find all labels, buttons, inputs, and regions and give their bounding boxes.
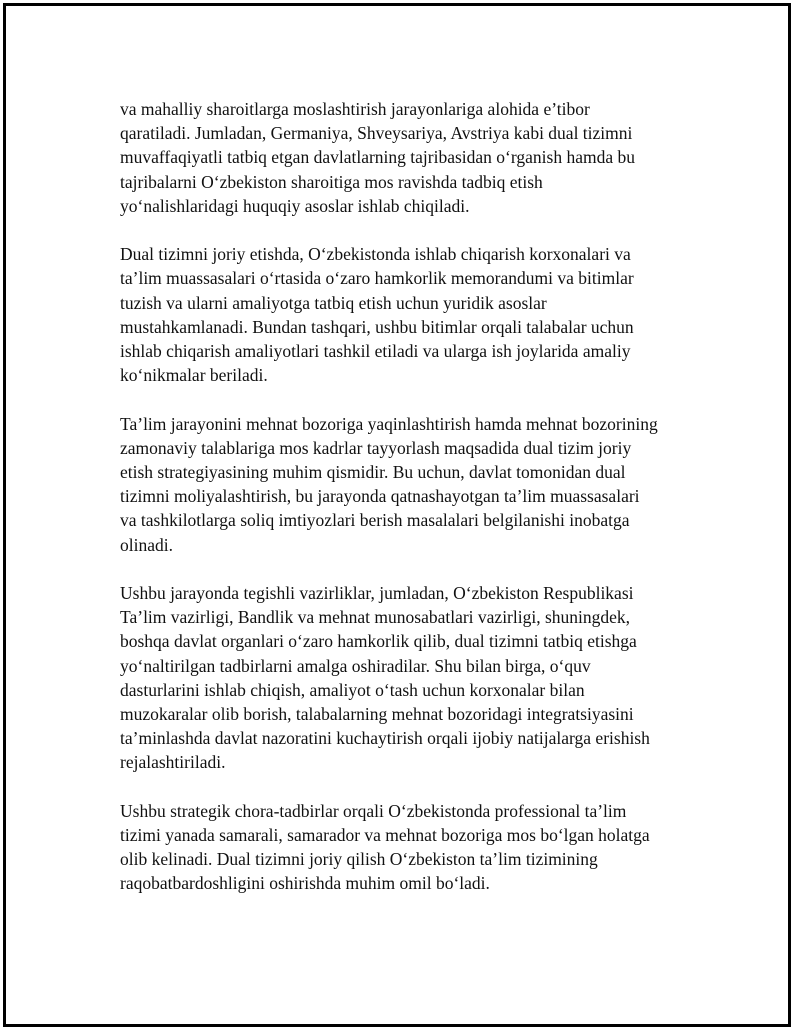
text-line: tajribalarni O‘zbekiston sharoitiga mos ravishda tadbiq etish bbox=[120, 171, 543, 192]
document-body bbox=[120, 97, 710, 920]
text-line: va tashkilotlarga soliq imtiyozlari berish masalalari belgilanishi inobatga bbox=[120, 510, 630, 531]
text-line: mustahkamlanadi. Bundan tashqari, ushbu bitimlar orqali talabalar uchun bbox=[120, 316, 634, 337]
text-line: ta’minlashda davlat nazoratini kuchaytirish orqali ijobiy natijalarga erishish bbox=[120, 728, 650, 749]
text-line: yo‘nalishlaridagi huquqiy asoslar ishlab chiqiladi. bbox=[120, 195, 470, 216]
paragraph-3 bbox=[120, 412, 710, 557]
text-line: Dual tizimni joriy etishda, O‘zbekistonda ishlab chiqarish korxonalari va bbox=[120, 244, 631, 265]
text-line: olinadi. bbox=[120, 534, 173, 555]
text-line: Ushbu strategik chora-tadbirlar orqali O‘zbekistonda professional ta’lim bbox=[120, 800, 627, 821]
text-line: raqobatbardoshligini oshirishda muhim omil bo‘ladi. bbox=[120, 873, 490, 894]
text-line: qaratiladi. Jumladan, Germaniya, Shveysariya, Avstriya kabi dual tizimni bbox=[120, 123, 633, 144]
text-line: muvaffaqiyatli tatbiq etgan davlatlarning tajribasidan o‘rganish hamda bu bbox=[120, 147, 635, 168]
text-line: Ta’lim vazirligi, Bandlik va mehnat munosabatlari vazirligi, shuningdek, bbox=[120, 607, 631, 628]
text-line: rejalashtiriladi. bbox=[120, 752, 226, 773]
text-line: tizimi yanada samarali, samarador va mehnat bozoriga mos bo‘lgan holatga bbox=[120, 825, 650, 846]
text-line: dasturlarini ishlab chiqish, amaliyot o‘tash uchun korxonalar bilan bbox=[120, 679, 585, 700]
text-line: ishlab chiqarish amaliyotlari tashkil etiladi va ularga ish joylarida amaliy bbox=[120, 341, 631, 362]
document-page bbox=[3, 3, 791, 1027]
text-line: muzokaralar olib borish, talabalarning mehnat bozoridagi integratsiyasini bbox=[120, 704, 634, 725]
text-line: ko‘nikmalar beriladi. bbox=[120, 365, 268, 386]
text-line: ta’lim muassasalari o‘rtasida o‘zaro hamkorlik memorandumi va bitimlar bbox=[120, 268, 634, 289]
text-line: Ushbu jarayonda tegishli vazirliklar, jumladan, O‘zbekiston Respublikasi bbox=[120, 583, 634, 604]
text-line: zamonaviy talablariga mos kadrlar tayyorlash maqsadida dual tizim joriy bbox=[120, 437, 632, 458]
text-line: olib kelinadi. Dual tizimni joriy qilish O‘zbekiston ta’lim tizimining bbox=[120, 849, 598, 870]
text-line: va mahalliy sharoitlarga moslashtirish jarayonlariga alohida e’tibor bbox=[120, 99, 590, 119]
text-line: etish strategiyasining muhim qismidir. Bu uchun, davlat tomonidan dual bbox=[120, 462, 626, 483]
text-line: Ta’lim jarayonini mehnat bozoriga yaqinlashtirish hamda mehnat bozorining bbox=[120, 413, 658, 434]
text-line: boshqa davlat organlari o‘zaro hamkorlik qilib, dual tizimni tatbiq etishga bbox=[120, 631, 637, 652]
paragraph-1 bbox=[120, 97, 710, 218]
text-line: tuzish va ularni amaliyotga tatbiq etish uchun yuridik asoslar bbox=[120, 292, 547, 313]
paragraph-2 bbox=[120, 242, 710, 387]
text-line: tizimni moliyalashtirish, bu jarayonda qatnashayotgan ta’lim muassasalari bbox=[120, 486, 640, 507]
paragraph-4 bbox=[120, 581, 710, 775]
paragraph-5 bbox=[120, 799, 710, 896]
text-line: yo‘naltirilgan tadbirlarni amalga oshiradilar. Shu bilan birga, o‘quv bbox=[120, 655, 591, 676]
